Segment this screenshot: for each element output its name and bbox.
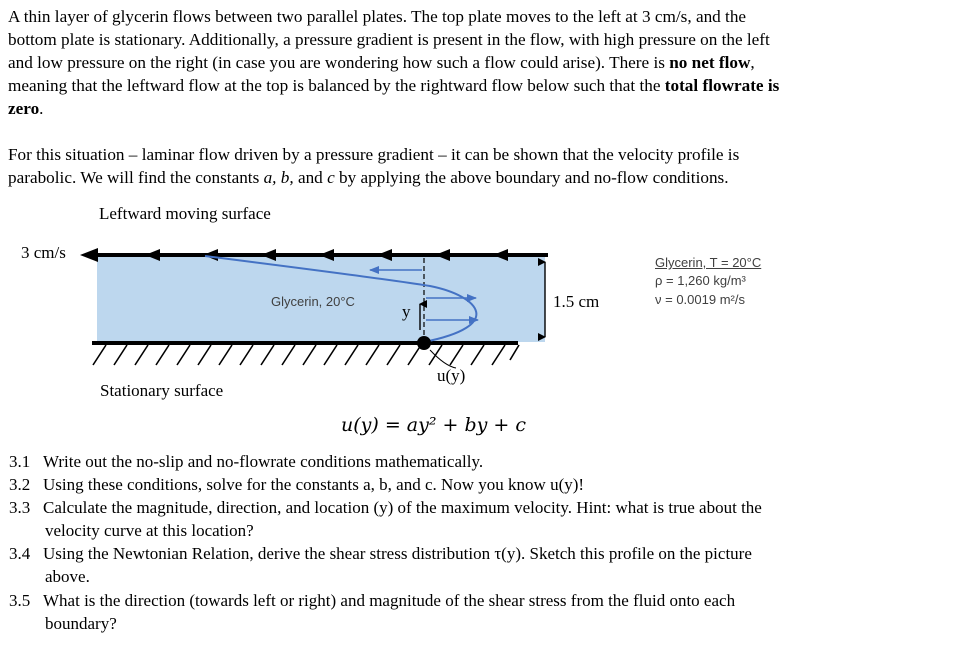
top-surface-label: Leftward moving surface: [99, 204, 271, 223]
bottom-plate-hatching: [93, 345, 519, 365]
y-axis-label: y: [402, 302, 411, 321]
question-3-2: 3.2 Using these conditions, solve for the constants a, b, and c. Now you know u(y)!: [9, 475, 585, 494]
speed-label: 3 cm/s: [21, 243, 66, 262]
intro-line-1: A thin layer of glycerin flows between two parallel plates. The top plate moves to the left at 3 cm/s, and the: [8, 7, 747, 26]
top-plate-direction-arrow: [80, 248, 98, 262]
question-3-1: 3.1 Write out the no-slip and no-flowrate conditions mathematically.: [9, 452, 484, 471]
intro-line-2: bottom plate is stationary. Additionally, a pressure gradient is present in the flow, with high pressure on the left: [8, 30, 770, 49]
question-3-5: 3.5 What is the direction (towards left or right) and magnitude of the shear stress from the fluid onto each boundary?: [9, 591, 736, 633]
intro-line-4: meaning that the leftward flow at the top is balanced by the rightward flow below such that the total flowrate is: [8, 76, 780, 95]
no-net-flow-emphasis: no net flow: [669, 53, 751, 72]
bottom-surface-label: Stationary surface: [100, 381, 224, 400]
question-3-3: 3.3 Calculate the magnitude, direction, and location (y) of the maximum velocity. Hint: what is true about the velocity curve at this location?: [9, 498, 762, 540]
para2-line-2: parabolic. We will find the constants a, b, and c by applying the above boundary and no-flow conditions.: [8, 168, 729, 187]
density-value: ρ = 1,260 kg/m³: [655, 273, 746, 288]
properties-title: Glycerin, T = 20°C: [655, 255, 762, 270]
total-flowrate-emphasis: total flowrate is: [664, 76, 780, 95]
origin-point: [417, 336, 431, 350]
u-of-y-label: u(y): [437, 366, 466, 385]
height-label: 1.5 cm: [553, 292, 600, 311]
intro-line-3: and low pressure on the right (in case you are wondering how such a flow could arise). There is no net flow,: [8, 53, 755, 72]
velocity-equation: u(y) = ay² + by + c: [341, 414, 527, 436]
intro-line-5: zero.: [8, 99, 44, 118]
fluid-label: Glycerin, 20°C: [271, 294, 355, 309]
question-3-4: 3.4 Using the Newtonian Relation, derive the shear stress distribution τ(y). Sketch this profile on the picture above.: [9, 544, 752, 586]
viscosity-value: ν = 0.0019 m²/s: [655, 292, 745, 307]
para2-line-1: For this situation – laminar flow driven by a pressure gradient – it can be shown that the velocity profile is: [8, 145, 740, 164]
